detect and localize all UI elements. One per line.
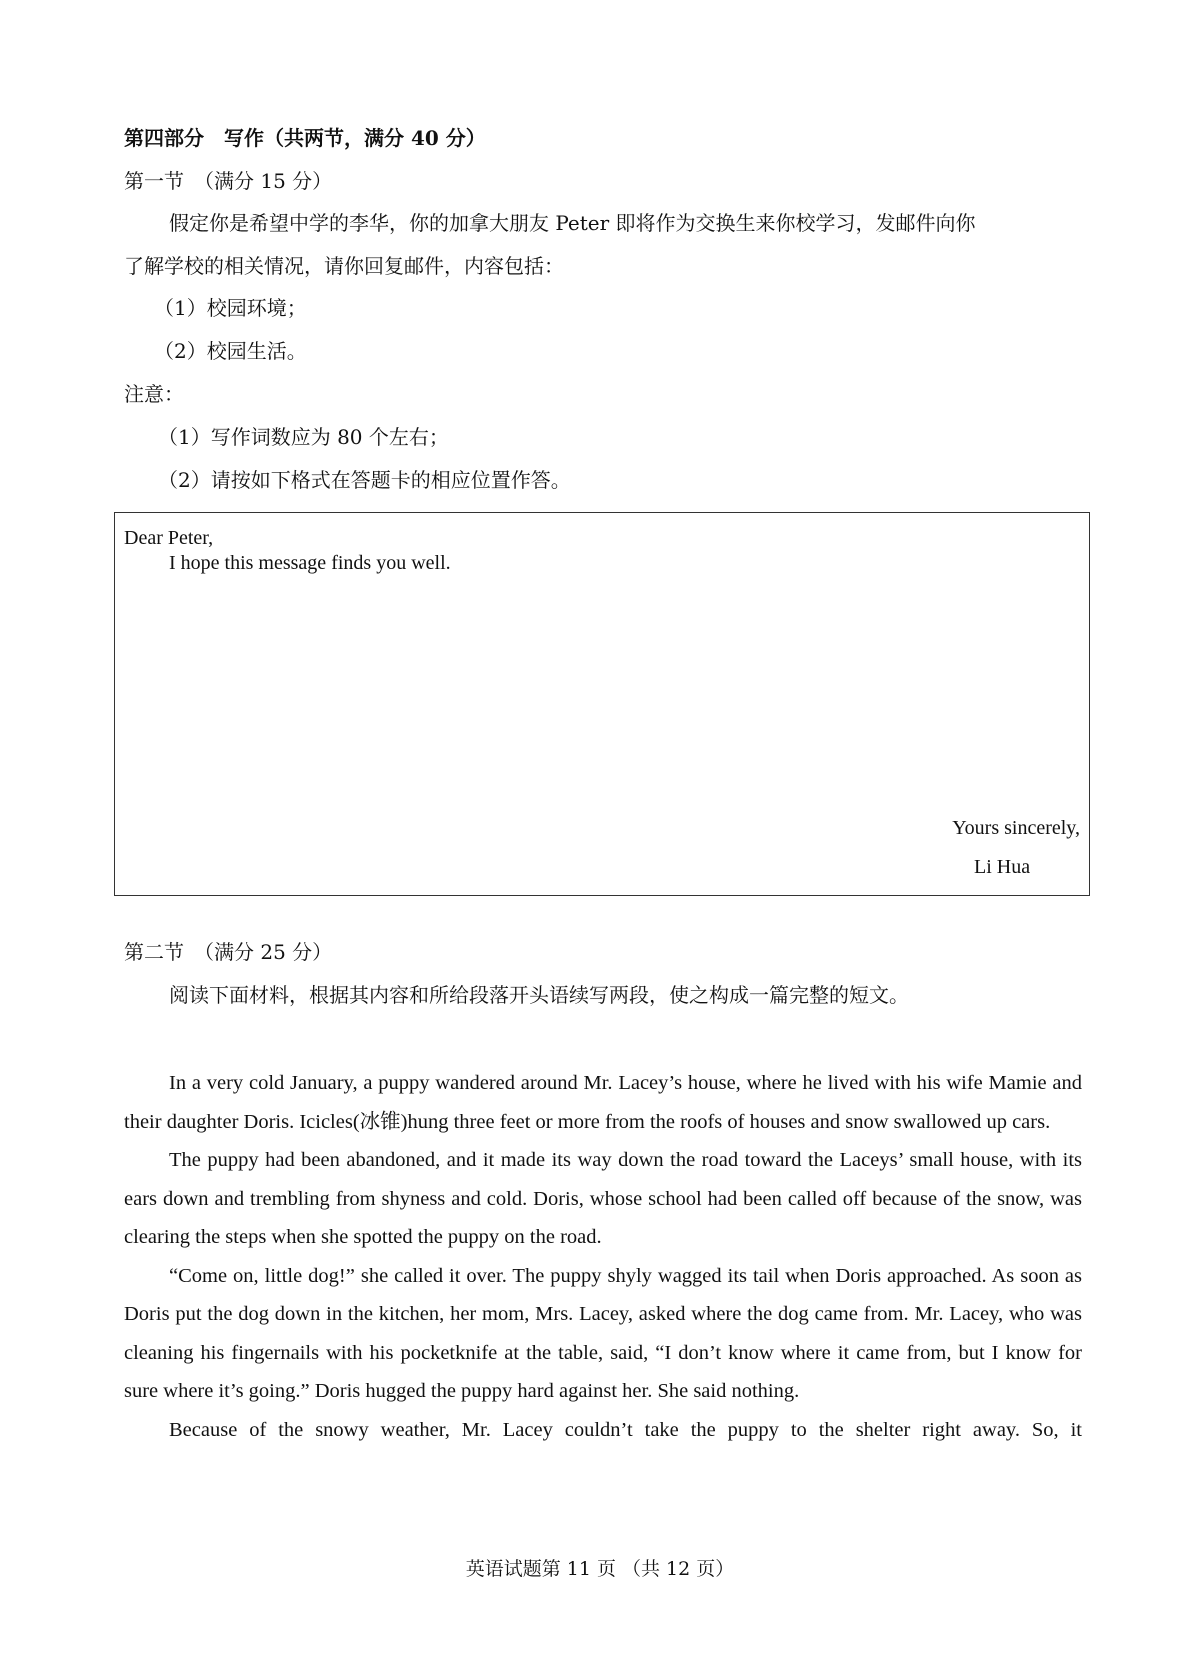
- note-2: （2）请按如下格式在答题卡的相应位置作答。: [158, 468, 571, 492]
- passage-paragraph-4: Because of the snowy weather, Mr. Lacey couldn’t take the puppy to the shelter right away. So, it: [169, 1418, 1082, 1441]
- passage-paragraph-3: “Come on, little dog!” she called it over. The puppy shyly wagged its tail when Doris approached. As soon as Doris put the dog down in the kitchen, her mom, Mrs. Lacey, asked where the dog came from. Mr. Lacey, who was cleaning his fingernails with his pocketknife at the table, said, “I don’t know where it came from, but I know for sure where it’s going.” Doris hugged the puppy hard against her. She said nothing.: [124, 1264, 1082, 1402]
- part-heading: 第四部分 写作（共两节，满分 40 分）: [124, 126, 486, 150]
- page-footer: 英语试题第 11 页 （共 12 页）: [465, 1558, 735, 1580]
- letter-closing: Yours sincerely,: [952, 817, 1080, 839]
- letter-opening: I hope this message finds you well.: [169, 552, 451, 574]
- note-1: （1）写作词数应为 80 个左右；: [158, 425, 449, 449]
- letter-signature: Li Hua: [974, 856, 1031, 878]
- section1-prompt-line2: 了解学校的相关情况，请你回复邮件，内容包括：: [124, 254, 564, 278]
- section1-heading: 第一节 （满分 15 分）: [124, 169, 333, 193]
- notes-label: 注意：: [124, 382, 184, 406]
- passage-paragraph-2: The puppy had been abandoned, and it made its way down the road toward the Laceys’ small house, with its ears down and trembling from shyness and cold. Doris, whose school had been called off because of the snow, was clearing the steps when she spotted the puppy on the road.: [124, 1149, 1082, 1248]
- letter-salutation: Dear Peter,: [124, 527, 214, 549]
- content-item-1: （1）校园环境；: [154, 296, 307, 320]
- section1-prompt-line1: 假定你是希望中学的李华，你的加拿大朋友 Peter 即将作为交换生来你校学习，发邮件向你: [169, 211, 976, 235]
- passage-paragraph-1: In a very cold January, a puppy wandered around Mr. Lacey’s house, where he lived with his wife Mamie and their daughter Doris. Icicles(冰锥)hung three feet or more from the roofs of houses and snow swallowed up cars.: [124, 1072, 1082, 1133]
- section2-heading: 第二节 （满分 25 分）: [124, 940, 333, 964]
- section2-instruction: 阅读下面材料，根据其内容和所给段落开头语续写两段，使之构成一篇完整的短文。: [169, 983, 909, 1007]
- content-item-2: （2）校园生活。: [154, 339, 307, 363]
- reading-passage: [124, 1064, 1082, 1449]
